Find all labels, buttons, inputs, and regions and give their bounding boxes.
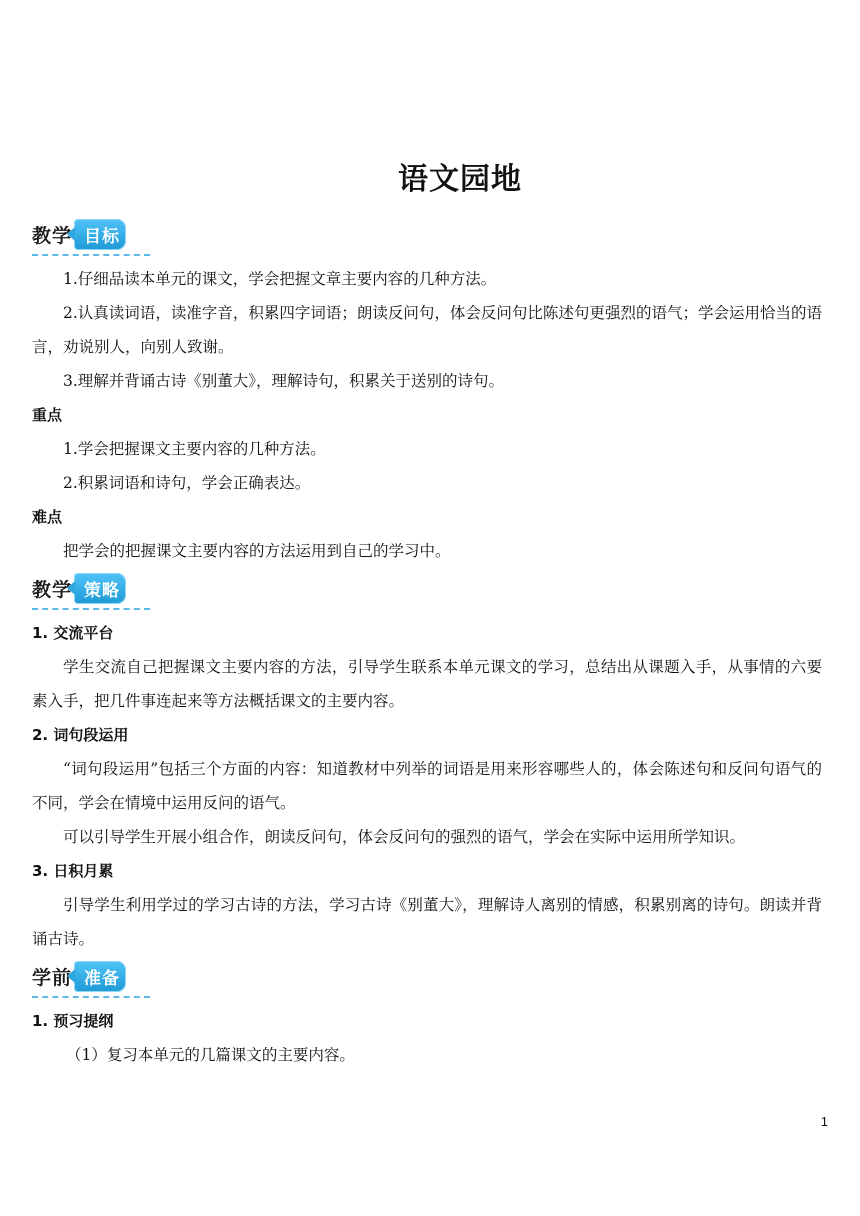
key-point-item: 1.学会把握课文主要内容的几种方法。 bbox=[63, 440, 326, 458]
page-title: 语文园地 bbox=[398, 162, 522, 197]
strategy-paragraph: 引导学生利用学过的学习古诗的方法，学习古诗《别董大》，理解诗人离别的情感，积累别离的诗句。朗读并背诵古诗。 bbox=[32, 896, 822, 948]
section-badge-strategy bbox=[32, 570, 150, 610]
key-point-item: 2.积累词语和诗句，学会正确表达。 bbox=[63, 474, 311, 492]
content-body bbox=[32, 216, 822, 1072]
strategy-heading: 2. 词句段运用 bbox=[32, 726, 129, 744]
strategy-paragraph: 学生交流自己把握课文主要内容的方法，引导学生联系本单元课文的学习，总结出从课题入手，从事情的六要素入手，把几件事连起来等方法概括课文的主要内容。 bbox=[32, 658, 822, 710]
goal-item: 1.仔细品读本单元的课文，学会把握文章主要内容的几种方法。 bbox=[63, 270, 497, 288]
badge-left-text: 教学 bbox=[32, 224, 73, 247]
strategy-heading: 3. 日积月累 bbox=[32, 862, 114, 880]
badge-right-text: 目标 bbox=[74, 219, 126, 250]
key-points-heading: 重点 bbox=[32, 406, 63, 424]
goal-item: 3.理解并背诵古诗《别董大》，理解诗句，积累关于送别的诗句。 bbox=[63, 372, 505, 390]
strategy-paragraph: 可以引导学生开展小组合作，朗读反问句，体会反问句的强烈的语气，学会在实际中运用所学知识。 bbox=[63, 828, 746, 846]
prep-item: （1）复习本单元的几篇课文的主要内容。 bbox=[66, 1046, 355, 1064]
badge-right-text: 准备 bbox=[74, 961, 126, 992]
section-badge-goals bbox=[32, 216, 150, 256]
strategy-heading: 1. 交流平台 bbox=[32, 624, 114, 642]
difficulty-text: 把学会的把握课文主要内容的方法运用到自己的学习中。 bbox=[63, 542, 451, 560]
badge-left-text: 教学 bbox=[32, 578, 73, 601]
strategy-paragraph: “词句段运用”包括三个方面的内容：知道教材中列举的词语是用来形容哪些人的，体会陈述句和反问句语气的不同，学会在情境中运用反问的语气。 bbox=[32, 760, 822, 812]
difficulty-heading: 难点 bbox=[32, 508, 63, 526]
page-number: 1 bbox=[820, 1114, 828, 1129]
goal-item: 2.认真读词语，读准字音，积累四字词语；朗读反问句，体会反问句比陈述句更强烈的语气；学会运用恰当的语言，劝说别人，向别人致谢。 bbox=[32, 304, 822, 356]
badge-right-text: 策略 bbox=[74, 573, 126, 604]
prep-heading: 1. 预习提纲 bbox=[32, 1012, 114, 1030]
badge-left-text: 学前 bbox=[32, 966, 73, 989]
section-badge-prep bbox=[32, 958, 150, 998]
